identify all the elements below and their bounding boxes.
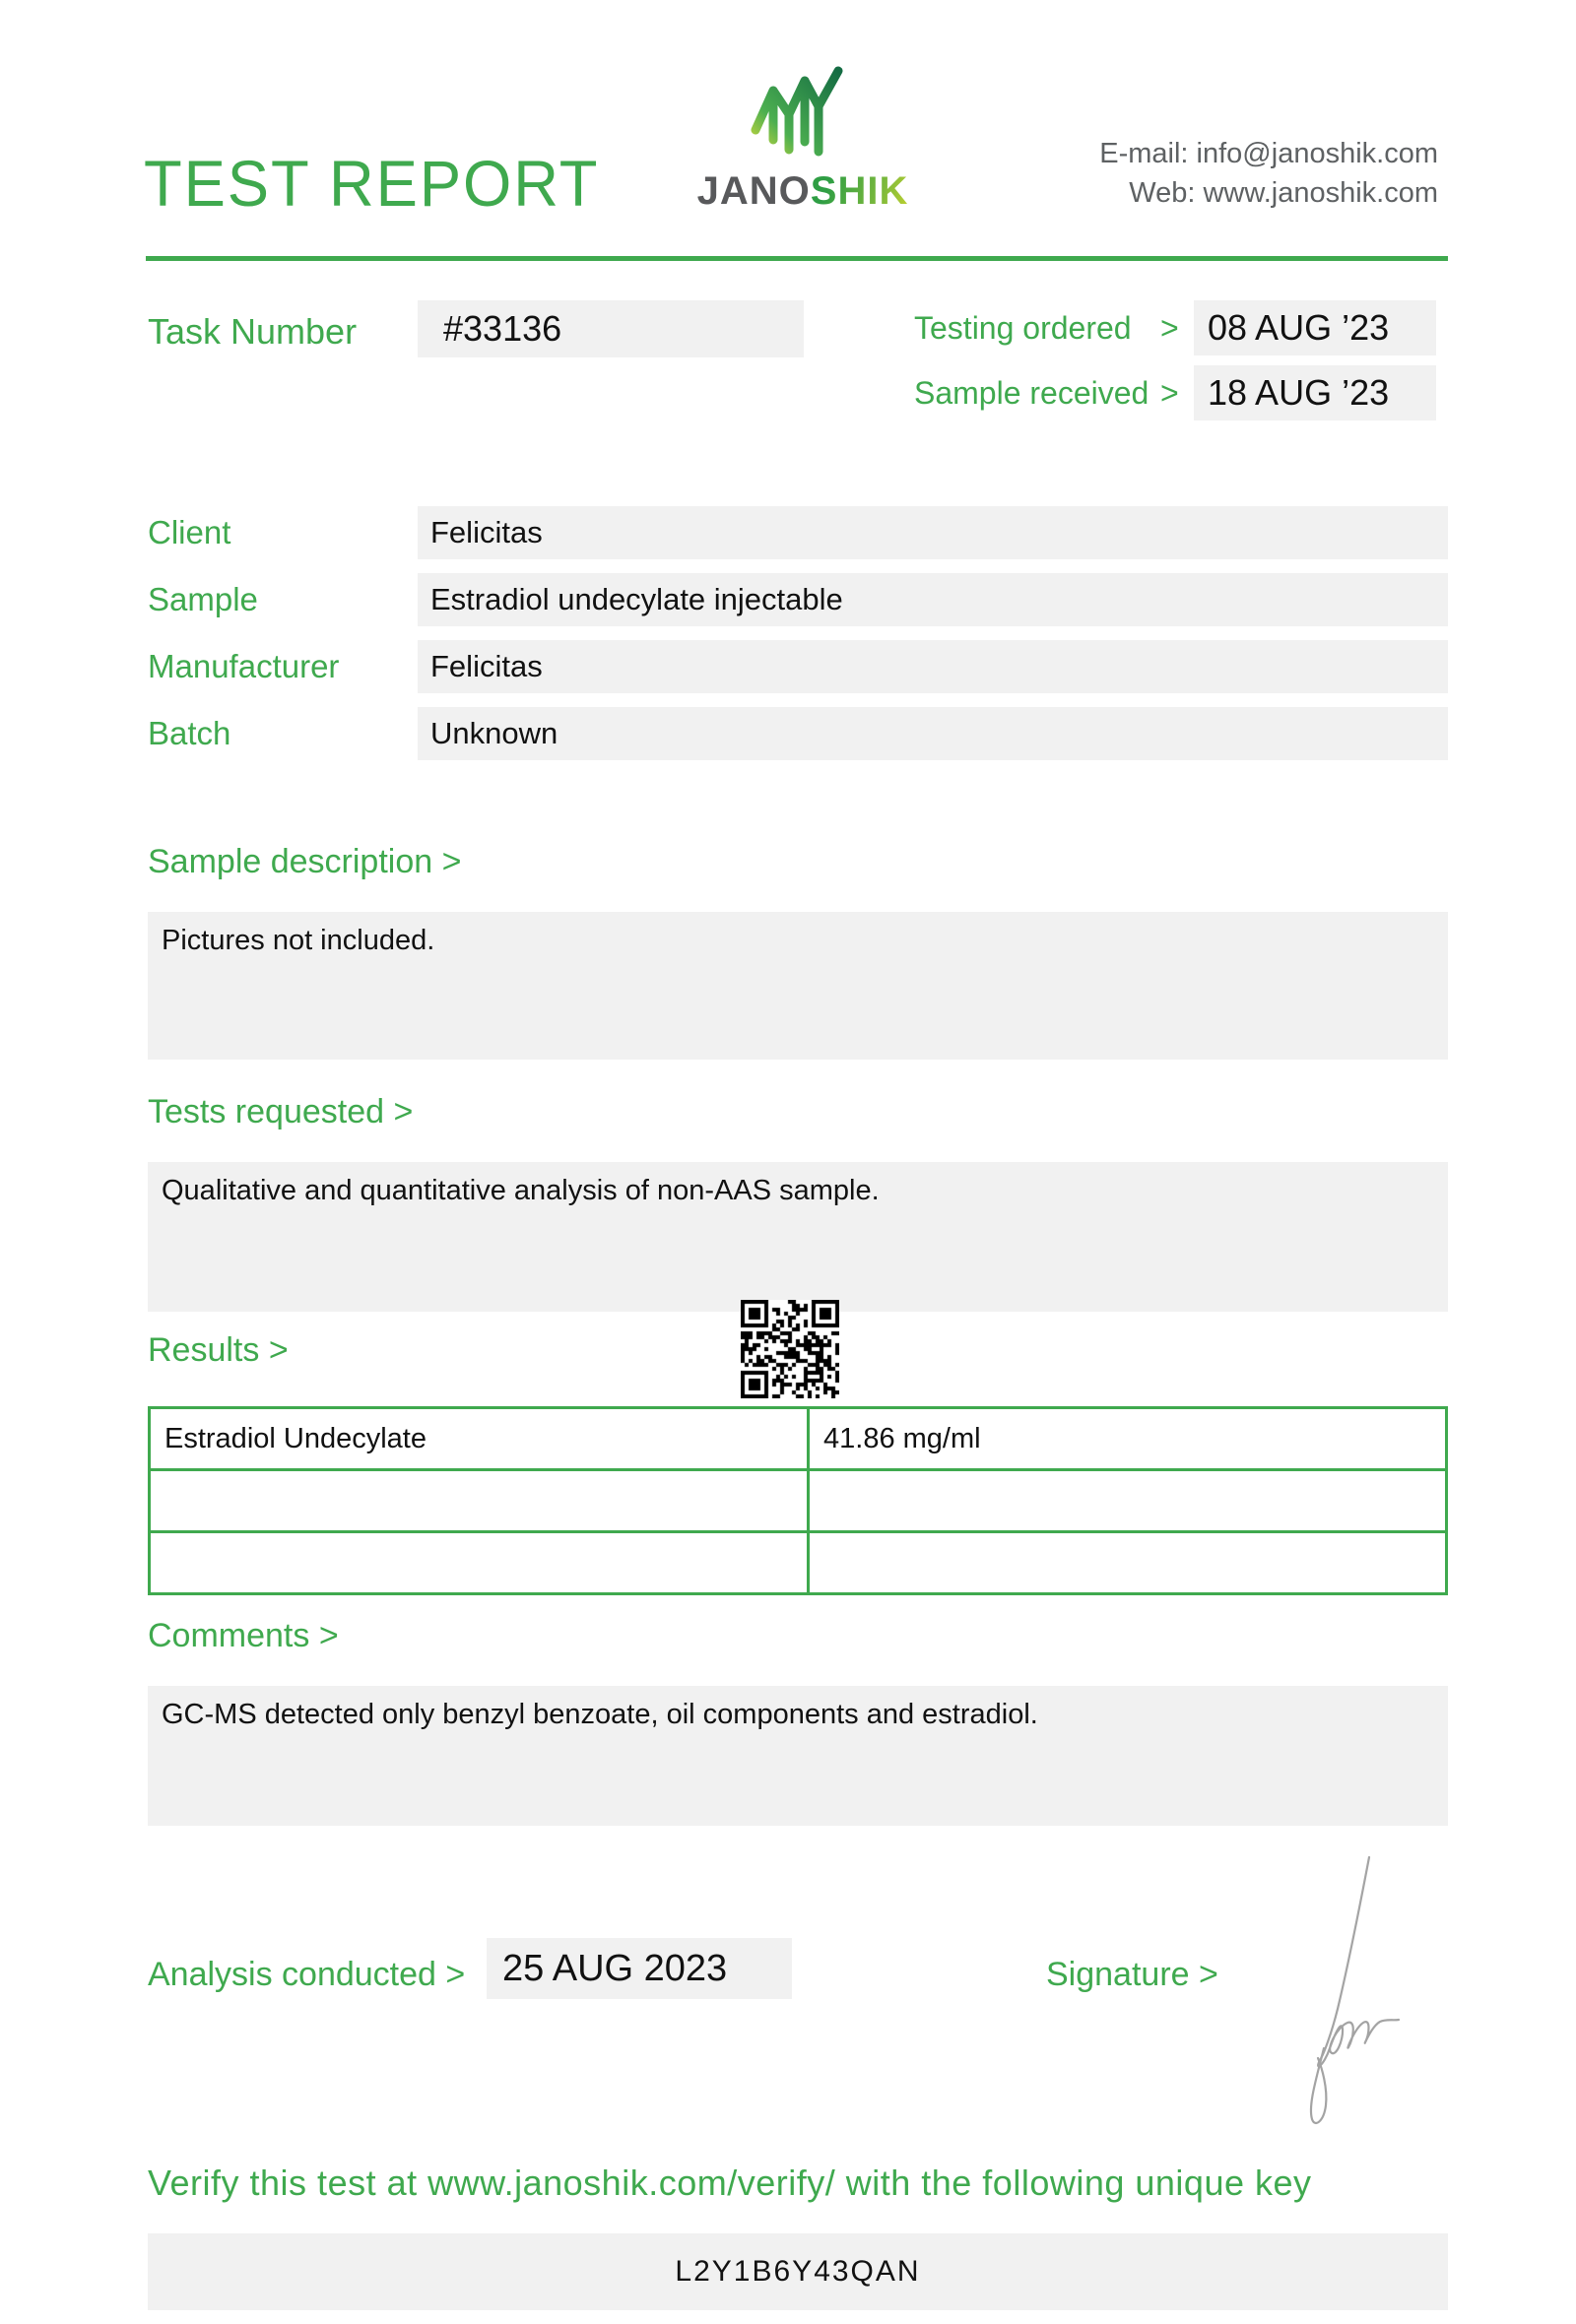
sample-value: Estradiol undecylate injectable (418, 573, 1448, 626)
verify-instruction: Verify this test at www.janoshik.com/verify/ with the following unique key (148, 2163, 1312, 2203)
sample-received-label: Sample received (914, 374, 1149, 411)
result-substance (150, 1470, 809, 1532)
result-concentration: 41.86 mg/ml (809, 1408, 1447, 1470)
testing-ordered-value: 08 AUG ’23 (1194, 300, 1436, 355)
manufacturer-label: Manufacturer (148, 648, 340, 684)
sample-received-arrow: > (1160, 374, 1179, 411)
tests-requested-heading: Tests requested > (148, 1093, 414, 1130)
contact-email: E-mail: info@janoshik.com (1099, 138, 1438, 169)
batch-value: Unknown (418, 707, 1448, 760)
sample-label: Sample (148, 581, 258, 617)
contact-web: Web: www.janoshik.com (1129, 177, 1438, 209)
tests-requested-box (148, 1162, 1448, 1312)
comments-box (148, 1686, 1448, 1826)
result-substance: Estradiol Undecylate (150, 1408, 809, 1470)
batch-label: Batch (148, 715, 231, 751)
sample-received-row (914, 365, 1451, 420)
verify-key: L2Y1B6Y43QAN (148, 2233, 1448, 2310)
task-number-label: Task Number (148, 311, 358, 352)
result-substance (150, 1532, 809, 1594)
results-table (148, 1406, 1448, 1595)
testing-ordered-label: Testing ordered (914, 309, 1132, 346)
task-number-value: #33136 (418, 300, 804, 357)
signature-scrawl (1259, 1851, 1416, 2137)
results-row (150, 1470, 1447, 1532)
janoshik-logo (680, 65, 926, 214)
brand-name-right: SHIK (810, 169, 909, 213)
sample-description-box (148, 912, 1448, 1060)
manufacturer-value: Felicitas (418, 640, 1448, 693)
analysis-conducted-label: Analysis conducted > (148, 1956, 466, 1993)
results-row (150, 1532, 1447, 1594)
result-concentration (809, 1532, 1447, 1594)
brand-name-left: JANO (696, 169, 811, 213)
signature-label: Signature > (1046, 1956, 1218, 1993)
client-value: Felicitas (418, 506, 1448, 559)
client-label: Client (148, 514, 231, 550)
comments-heading: Comments > (148, 1617, 339, 1654)
sample-description-heading: Sample description > (148, 843, 462, 880)
testing-ordered-arrow: > (1160, 309, 1179, 346)
page-title: TEST REPORT (144, 147, 600, 220)
dates-block (914, 300, 1451, 430)
comments-text: GC-MS detected only benzyl benzoate, oil components and estradiol. (162, 1699, 1038, 1730)
contact-block (1099, 134, 1438, 213)
testing-ordered-row (914, 300, 1451, 355)
tests-requested-text: Qualitative and quantitative analysis of non-AAS sample. (162, 1175, 880, 1206)
sample-description-text: Pictures not included. (162, 925, 435, 956)
header-divider (146, 256, 1448, 261)
results-row (150, 1408, 1447, 1470)
sample-received-value: 18 AUG ’23 (1194, 365, 1436, 420)
brand-name (680, 169, 926, 214)
analysis-date-value: 25 AUG 2023 (487, 1938, 792, 1999)
chart-peaks-icon (748, 65, 858, 163)
qr-code (741, 1300, 839, 1398)
results-heading: Results > (148, 1331, 289, 1369)
result-concentration (809, 1470, 1447, 1532)
